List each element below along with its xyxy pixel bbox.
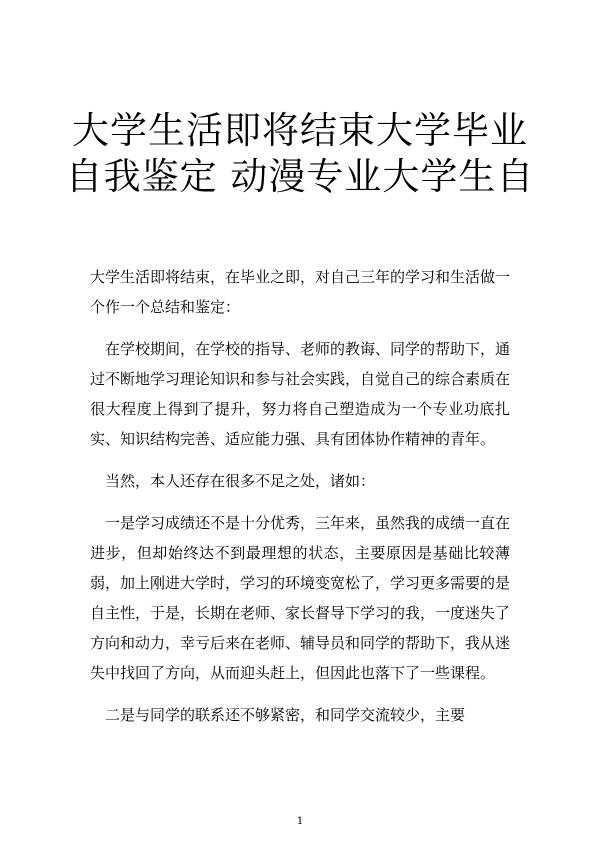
document-title: 大学生活即将结束大学毕业自我鉴定 动漫专业大学生自 — [65, 109, 535, 198]
page-number: 1 — [296, 816, 304, 827]
paragraph-point-two: 二是与同学的联系还不够紧密，和同学交流较少，主要 — [105, 706, 466, 724]
paragraph-point-one: 一是学习成绩还不是十分优秀，三年来，虽然我的成绩一直在进步，但却始终达不到最理想的状态，主要原因是基础比较薄弱，加上刚进大学时，学习的环境变宽松了，学习更多需要的是自主性，于是，长期在老师、家长督导下学习的我，一度迷失了方向和动力，幸亏后来在老师、辅导员和同学的帮助下，我从迷失中找回了方向，从而迎头赶上，但因此也落下了一些课程。 — [90, 514, 511, 682]
paragraph-shortcomings: 当然，本人还存在很多不足之处，诸如： — [105, 472, 376, 490]
paragraph-intro: 大学生活即将结束，在毕业之即，对自己三年的学习和生活做一个作一个总结和鉴定： — [90, 268, 511, 316]
document-body — [90, 262, 510, 742]
paragraph-school-period: 在学校期间，在学校的指导、老师的教诲、同学的帮助下，通过不断地学习理论知识和参与社会实践，自觉自己的综合素质在很大程度上得到了提升，努力将自己塑造成为一个专业功底扎实、知识结构完善、适应能力强、具有团体协作精神的青年。 — [90, 340, 511, 448]
